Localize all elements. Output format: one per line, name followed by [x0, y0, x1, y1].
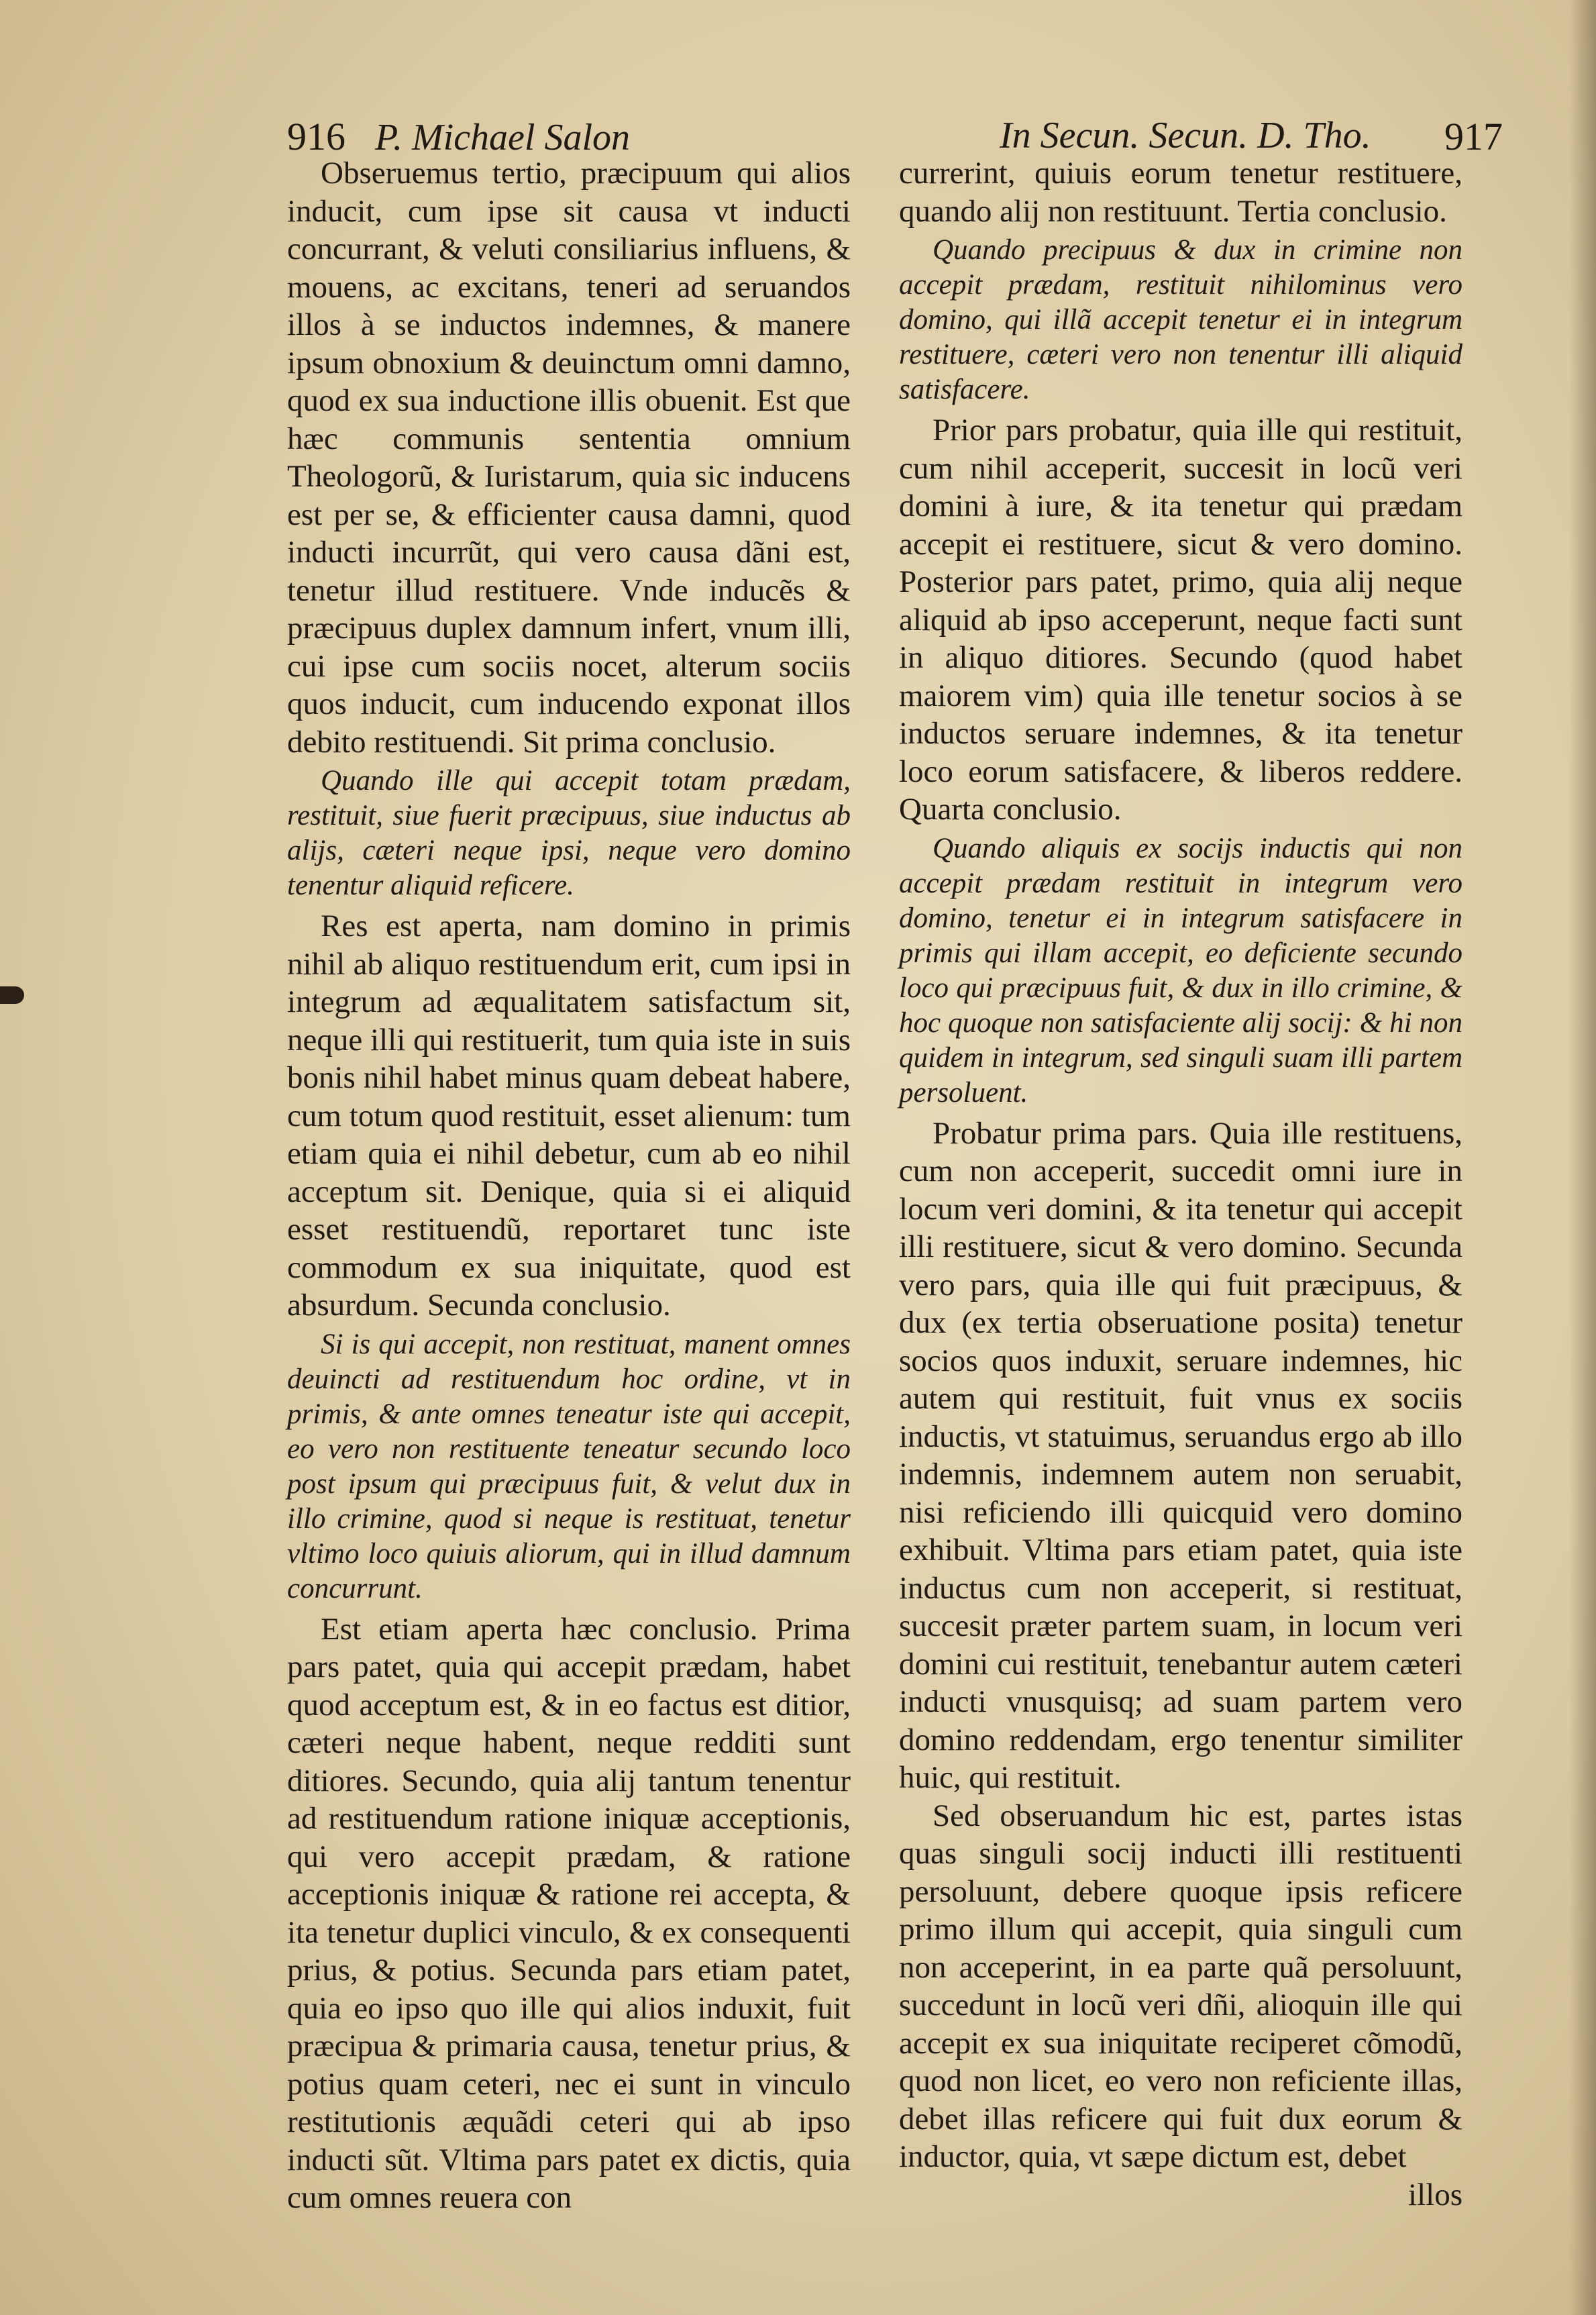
conclusion-italic: Quando aliquis ex socijs inductis qui non accepit prædam restituit in integrum vero domino, tenetur ei in integrum satisfacere in primis qui illam accepit, eo deficiente secundo loco qui præcipuus fuit, & dux in illo crimine, & hoc quoque non satisfaciente alij socij: & hi non quidem in integrum, sed singuli suam illi partem persoluent.: [899, 832, 1462, 1109]
right-page-number: 917: [1444, 115, 1503, 158]
right-column: [899, 154, 1462, 2212]
paragraph: Obseruemus tertio, præcipuum qui alios inducit, cum ipse sit causa vt inducti concurrant, & veluti consiliarius influens, & mouens, ac excitans, teneri ad seruandos illos à se inductos indemnes, & manere ipsum obnoxium & deuinctum omni damno, quod ex sua inductione illis obuenit. Est que hæc communis sententia omnium Theologorũ, & Iuristarum, quia sic inducens est per se, & efficienter causa damni, quod inducti incurrũt, qui vero causa dãni est, tenetur illud restituere. Vnde inducẽs & præcipuus duplex damnum infert, vnum illi, cui ipse cum sociis nocet, alterum sociis quos inducit, cum inducendo exponat illos debito restituendi. Sit prima conclusio.: [287, 156, 851, 760]
conclusion-italic: Quando precipuus & dux in crimine non accepit prædam, restituit nihilominus vero domino, qui illã accepit tenetur ei in integrum restituere, cæteri vero non tenentur illi aliquid satisfacere.: [899, 234, 1462, 405]
paragraph: Est etiam aperta hæc conclusio. Prima pars patet, quia qui accepit prædam, habet quod acceptum est, & in eo factus est ditior, cæteri neque habent, neque redditi sunt ditiores. Secundo, quia alij tantum tenentur ad restituendum ratione iniquæ acceptionis, qui vero accepit prædam, & ratione acceptionis iniquæ & ratione rei accepta, & ita tenetur duplici vinculo, & ex consequenti prius, & potius. Secunda pars etiam patet, quia eo ipso quo ille qui alios induxit, fuit præcipua & primaria causa, tenetur prius, & potius quam ceteri, nec ei sunt in vinculo restitutionis æquãdi ceteri qui ab ipso inducti sũt. Vltima pars patet ex dictis, quia cum omnes reuera con: [287, 1611, 851, 2215]
left-running-title: P. Michael Salon: [375, 117, 631, 158]
right-running-head: [979, 114, 1503, 157]
page-edge-shadow: [1569, 0, 1596, 2315]
right-running-title: In Secun. Secun. D. Tho.: [1000, 115, 1371, 156]
left-column: [287, 154, 851, 2217]
left-running-head: [287, 114, 784, 159]
paragraph: Probatur prima pars. Quia ille restituens, cum non acceperit, succedit omni iure in locum veri domini, & ita tenetur qui accepit illi restituere, sicut & vero domino. Secunda vero pars, quia ille qui fuit præcipuus, & dux (ex tertia obseruatione posita) tenetur socios quos induxit, seruare indemnes, hic autem qui restituit, fuit vnus ex sociis inductis, vt statuimus, seruandus ergo ab illo indemnis, indemnem autem non seruabit, nisi reficiendo illi quicquid vero domino exhibuit. Vltima pars etiam patet, quia iste inductus cum non acceperit, si restituat, succesit præter partem suam, in locum veri domini cui restituit, tenebantur autem cæteri inducti vnusquisq; ad suam partem vero domino reddendam, ergo tenentur similiter huic, qui restituit.: [899, 1115, 1462, 1795]
left-page-number: 916: [287, 115, 345, 158]
conclusion-italic: Si is qui accepit, non restituat, manent omnes deuincti ad restituendum hoc ordine, vt in primis, & ante omnes teneatur iste qui accepit, eo vero non restituente teneatur secundo loco post ipsum qui præcipuus fuit, & velut dux in illo crimine, quod si neque is restituat, tenetur vltimo loco quiuis aliorum, qui in illud damnum concurrunt.: [287, 1328, 851, 1604]
paragraph: currerint, quiuis eorum tenetur restituere, quando alij non restituunt. Tertia conclusio.: [899, 156, 1462, 229]
paragraph: Prior pars probatur, quia ille qui restituit, cum nihil acceperit, succesit in locũ veri domini à iure, & ita tenetur qui prædam accepit ei restituere, sicut & vero domino. Posterior pars patet, primo, quia alij neque aliquid ab ipso acceperunt, neque facti sunt in aliquo ditiores. Secundo (quod habet maiorem vim) quia ille tenetur socios à se inductos seruare indemnes, & ita tenetur loco eorum satisfacere, & liberos reddere. Quarta conclusio.: [899, 413, 1462, 827]
paragraph: Sed obseruandum hic est, partes istas quas singuli socij inducti illi restituenti persoluunt, debere quoque ipsis reficere primo illum qui accepit, quia singuli cum non acceperint, in ea parte quã persoluunt, succedunt in locũ veri dñi, alioquin ille qui accepit ex sua iniquitate reciperet cõmodũ, quod non licet, eo vero non reficiente illas, debet illas reficere qui fuit dux eorum & inductor, quia, vt sæpe dictum est, debet: [899, 1798, 1462, 2174]
page-edge-mark: [0, 986, 24, 1004]
catchword: illos: [1408, 2177, 1462, 2212]
paragraph: Res est aperta, nam domino in primis nihil ab aliquo restituendum erit, cum ipsi in integrum ad æqualitatem satisfactum sit, neque illi qui restituerit, tum quia iste in suis bonis nihil habet minus quam debeat habere, cum totum quod restituit, esset alienum: tum etiam quia ei nihil debetur, cum ab eo nihil acceptum sit. Denique, quia si ei aliquid esset restituendũ, reportaret tunc iste commodum ex sua iniquitate, quod est absurdum. Secunda conclusio.: [287, 909, 851, 1323]
conclusion-italic: Quando ille qui accepit totam prædam, restituit, siue fuerit præcipuus, siue inductus ab alijs, cæteri neque ipsi, neque vero domino tenentur aliquid reficere.: [287, 765, 851, 901]
